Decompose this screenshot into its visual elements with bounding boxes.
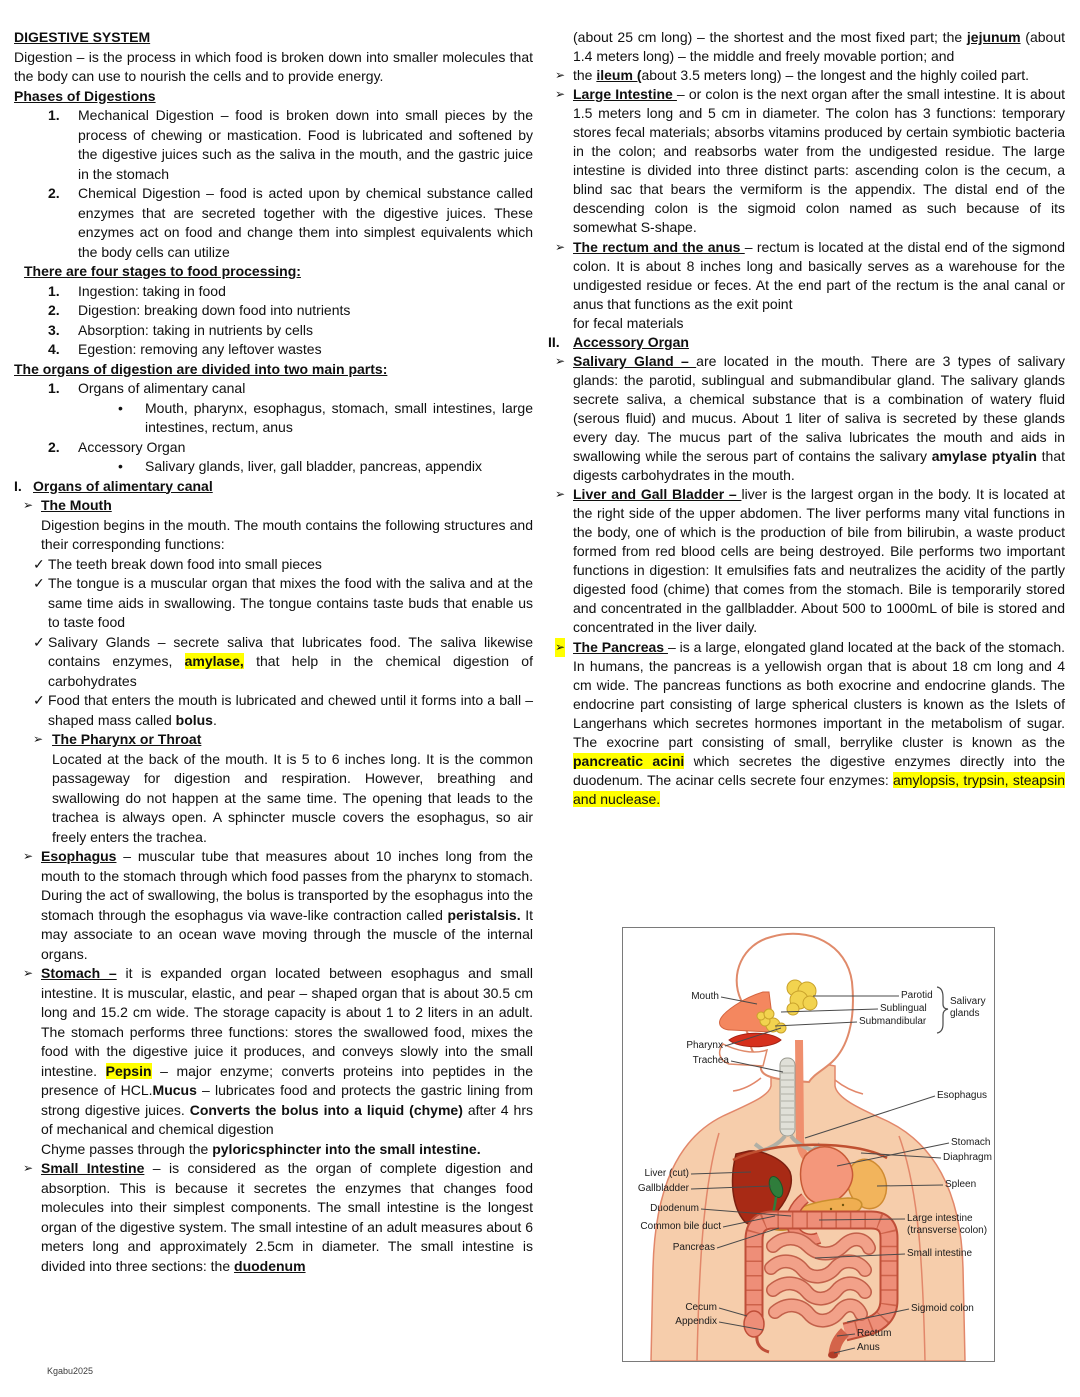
text-run: Food that enters the mouth is lubricated and chewed until it forms into a ball – shaped mass called <box>48 692 533 728</box>
list-item <box>14 496 533 516</box>
diagram-label-stomach: Stomach <box>951 1137 991 1148</box>
text-run: – lubricates food and protects the gastric lining from strong digestive juices. <box>41 1082 533 1118</box>
diagram-label-parotid: Parotid <box>901 990 933 1001</box>
text-run: Phases of Digestions <box>14 87 156 104</box>
text-run: jejunum <box>966 29 1021 45</box>
text-run: Located at the back of the mouth. It is 5 to 6 inches long. It is the common passageway for digestion and respiration. However, breathing and swallowing do not happen at the same time. The opening that leads to the trachea is always open. A sphincter muscle covers the esophagus, so air freely enters the trachea. <box>52 750 533 845</box>
text-run: The tongue is a muscular organ that mixes the food with the saliva and at the same time aids in swallowing. The tongue contains taste buds that enable us to taste food <box>48 575 533 630</box>
text-run: The Pancreas <box>573 638 668 655</box>
diagram-label-spleen: Spleen <box>945 1179 977 1190</box>
text-run: – is a large, elongated gland located at the back of the stomach. In humans, the pancreas is a yellowish organ that is about 18 cm long and 4 cm wide. The pancreas functions as both exocrine and endocrine glands. The endocrine part consisting of large spherical clusters is known as the Islets of Langerhans which secretes hormones important in the metabolism of sugar. The exocrine part consisting of small, berrylike cluster is known as the <box>573 638 1066 750</box>
text-run: Chyme passes through the <box>41 1140 213 1157</box>
text-run: Chemical Digestion – food is acted upon by chemical substance called enzymes that are secreted together with the digestive juices. These enzymes act on food and change them into simplest equivalents which the body cells can utilize <box>78 185 533 260</box>
list-marker: 1. <box>48 380 60 396</box>
right-column <box>546 28 1065 809</box>
arrow-bullet: ➢ <box>23 498 34 512</box>
list-item <box>546 85 1065 237</box>
text-run: Large Intestine <box>573 86 677 103</box>
text-run: ileum ( <box>596 67 642 84</box>
text-run: Egestion: removing any leftover wastes <box>78 341 322 357</box>
text-run: Organs of alimentary canal <box>78 380 246 396</box>
section-heading <box>14 262 533 282</box>
diagram-label-submandibular: Submandibular <box>859 1016 927 1027</box>
tongue-shape <box>729 1033 781 1047</box>
text-run: pancreatic acini <box>573 752 685 769</box>
text-run: Pepsin <box>105 1062 152 1079</box>
diagram-label-appendix: Appendix <box>675 1316 717 1327</box>
list-marker: 1. <box>48 107 60 123</box>
text-run: Small Intestine <box>41 1160 145 1176</box>
text-run: that help in the chemical digestion of carbohydrates <box>48 653 533 689</box>
diagram-label-sublingual: Sublingual <box>880 1003 927 1014</box>
list-marker: II. <box>548 333 560 350</box>
text-block <box>14 516 533 555</box>
list-item <box>14 730 533 750</box>
list-item <box>546 238 1065 314</box>
digestive-system-figure <box>622 927 995 1362</box>
diagram-label-liver: Liver (cut) <box>644 1168 689 1179</box>
text-run: Esophagus <box>41 848 117 864</box>
text-run: pyloricsphincter into the small intestine. <box>212 1140 481 1157</box>
text-run: that digests carbohydrates in the mouth. <box>573 448 1065 484</box>
diagram-label-cecum: Cecum <box>685 1302 717 1313</box>
list-item <box>14 574 533 633</box>
text-run: . <box>212 711 217 728</box>
cecum-shape <box>744 1311 764 1337</box>
diagram-label-rectum: Rectum <box>857 1328 892 1339</box>
text-run: Digestion: breaking down food into nutrients <box>78 302 351 318</box>
arrow-bullet: ➢ <box>555 353 566 368</box>
diagram-label-duodenum: Duodenum <box>650 1203 699 1214</box>
list-item <box>546 638 1065 809</box>
diagram-label-trachea: Trachea <box>692 1055 729 1066</box>
arrow-bullet: ➢ <box>555 487 566 502</box>
left-column <box>14 28 533 1276</box>
list-item <box>546 352 1065 485</box>
brace-glyph <box>937 987 948 1033</box>
text-run: Ingestion: taking in food <box>78 282 226 299</box>
arrow-bullet: ➢ <box>23 1161 34 1175</box>
text-run: It may associate to an ocean wave moving through the muscle of the internal organs. <box>41 906 533 962</box>
diagram-label-small-intestine: Small intestine <box>907 1248 973 1259</box>
text-run: for fecal materials <box>573 314 684 331</box>
arrow-bullet: ➢ <box>555 239 566 254</box>
text-run: The Pharynx or Throat <box>52 731 202 747</box>
text-run: after 4 hrs of mechanical and chemical digestion <box>41 1101 533 1137</box>
text-run: Salivary glands, liver, gall bladder, pancreas, appendix <box>145 458 482 474</box>
diagram-label-pharynx: Pharynx <box>686 1040 723 1051</box>
footer-author: Kgabu2025 <box>47 1366 94 1376</box>
list-item <box>14 321 533 341</box>
text-run: peristalsis. <box>447 906 521 923</box>
text-run: are located in the mouth. There are 3 types of salivary glands: the parotid, sublingual and submandibular gland. The salivary glands secrete saliva, a chemical substance that is a combination of watery fluid (serous fluid) and mucus. About 1 liter of saliva is secreted by these glands every day. The mucus part of the saliva lubricates the mouth and aids in swallowing while the serous part of contains the salivary <box>573 352 1065 465</box>
list-marker: 1. <box>48 282 60 299</box>
text-run: The rectum and the anus <box>573 238 745 255</box>
text-block <box>14 48 533 87</box>
list-item <box>14 633 533 692</box>
text-run: amylase, <box>184 653 244 669</box>
text-run: liver is the largest organ in the body. It is located at the right side of the upper abdomen. The liver performs many vital functions in the body, one of which is the production of bile from bilirubin, a waste product formed from red blood cells are being destroyed. Bile performs two important functions in digestion: It emulsifies fats and neutralizes the acidity of the partly digested food (chime) that comes from the stomach. Bile is temporarily stored and concentrated in the gallbladder. About 500 to 1000mL of bile is stored and concentrated in the liver daily. <box>573 486 1065 636</box>
text-run: Digestion – is the process in which food is broken down into smaller molecules that the body can use to nourish the cells and to provide energy. <box>14 48 533 84</box>
text-run: – muscular tube that measures about 10 inches long from the mouth to the stomach through which food passes from the pharynx to stomach. During the act of swallowing, the bolus is transported by the esophagus into the stomach through the esophagus via wave-like contraction called <box>41 848 533 923</box>
diagram-label-esophagus: Esophagus <box>937 1090 988 1101</box>
text-run: it is expanded organ located between esophagus and small intestine. It is muscular, elastic, and pear – shaped organ that is about 30.5 cm long and 15.2 cm wide. The storage capacity is about 1 to 2 liters in an adult. The stomach performs three functions: stores the swallowed food, mixes the food with the digestive juice it produces, and conveys slowly into the small intestine. <box>41 965 533 1079</box>
arrow-bullet: ➢ <box>33 732 44 746</box>
text-run: Absorption: taking in nutrients by cells <box>78 321 314 338</box>
text-run: Liver and Gall Bladder – <box>573 486 742 503</box>
text-run: Mouth, pharynx, esophagus, stomach, small intestines, large intestines, rectum, anus <box>145 399 533 435</box>
section-heading <box>14 360 533 380</box>
list-item <box>14 555 533 575</box>
diagram-label-common-bile-duct: Common bile duct <box>640 1221 721 1232</box>
text-run: Mucus <box>152 1082 197 1098</box>
list-item <box>14 184 533 262</box>
text-run: amylase ptyalin <box>931 448 1037 465</box>
list-item <box>14 847 533 964</box>
list-item <box>14 457 533 477</box>
list-item <box>14 340 533 360</box>
list-item <box>546 333 1065 352</box>
diagram-label-sigmoid-colon: Sigmoid colon <box>911 1303 974 1314</box>
text-run: Stomach – <box>41 965 117 981</box>
list-item <box>14 282 533 302</box>
list-item <box>546 485 1065 637</box>
arrow-bullet: ➢ <box>555 68 566 83</box>
check-bullet: ✓ <box>33 633 45 650</box>
diagram-label-salivary-glands: Salivary glands <box>950 996 986 1019</box>
arrow-bullet: ➢ <box>23 849 34 863</box>
list-item <box>14 1159 533 1276</box>
text-run: DIGESTIVE SYSTEM <box>14 29 151 45</box>
diagram-label-gallbladder: Gallbladder <box>637 1183 689 1194</box>
trachea-shape <box>780 1058 795 1136</box>
doc-title <box>14 28 533 48</box>
dot-bullet: • <box>118 399 123 416</box>
arrow-bullet: ➢ <box>23 966 34 980</box>
text-run: Salivary Glands – secrete saliva that lubricates food. The saliva likewise contains enzymes, <box>48 633 533 669</box>
text-run: – or colon is the next organ after the small intestine. It is about 1.5 meters long and 5 cm in diameter. The colon has 3 functions: temporary stores fecal materials; absorbs vitamins produced by certain symbiotic bacteria in the colon; and reabsorbs water from the undigested residue. The large intestine is divided into three distinct parts: ascending colon is the cecum, a blind sac that bears the vermiform is the appendix. The distal end of the descending colon is the sigmoid colon named as such because of its somewhat S-shape. <box>573 86 1066 236</box>
list-item <box>14 477 533 497</box>
diagram-label-large-intestine: Large intestine (transverse colon) <box>907 1213 988 1236</box>
text-run: about 3.5 meters long) – the longest and the highly coiled part. <box>641 67 1030 84</box>
text-run: which secretes the digestive enzymes directly into the duodenum. The acinar cells secrete four enzymes: <box>573 752 1066 788</box>
list-item <box>14 438 533 458</box>
diagram-label-pancreas: Pancreas <box>672 1242 715 1253</box>
check-bullet: ✓ <box>33 555 45 572</box>
text-block <box>546 28 1065 66</box>
text-run: – is considered as the organ of complete digestion and absorption. This is because it secretes the enzymes that changes food molecules into their simplest components. The small intestine is the longest organ of the digestive system. The small intestine of an adult measures about 6 meters long and approximately 2.5cm in diameter. The small intestine is divided into three sections: the <box>41 1160 534 1274</box>
text-run: The teeth break down food into small pieces <box>48 555 322 572</box>
dot-bullet: • <box>118 458 123 474</box>
text-run: Salivary Gland – <box>573 352 697 369</box>
check-bullet: ✓ <box>33 575 45 591</box>
text-run: Converts the bolus into a liquid (chyme) <box>189 1101 463 1118</box>
diagram-label-anus: Anus <box>857 1342 880 1353</box>
text-block <box>546 314 1065 333</box>
text-run: Accessory Organ <box>573 333 689 350</box>
text-block <box>14 750 533 848</box>
diagram-label-mouth: Mouth <box>691 991 719 1002</box>
text-run: the <box>573 67 597 84</box>
list-item <box>14 379 533 399</box>
text-run: Mechanical Digestion – food is broken down into small pieces by the process of chewing or mastication. Food is lubricated and softened by the digestive juices such as the saliva in the mouth, and the gastric juice in the stomach <box>78 107 533 182</box>
text-run: bolus <box>175 711 213 728</box>
arrow-bullet: ➢ <box>555 87 566 102</box>
text-run: There are four stages to food processing: <box>24 263 301 279</box>
text-run: duodenum <box>234 1257 306 1274</box>
text-run: Organs of alimentary canal <box>33 477 213 494</box>
list-item <box>14 399 533 438</box>
section-heading <box>14 87 533 107</box>
text-run: (about 25 cm long) – the shortest and the most fixed part; the <box>573 29 967 45</box>
list-marker: 2. <box>48 438 60 455</box>
list-marker: I. <box>14 477 22 494</box>
list-item <box>14 301 533 321</box>
list-marker: 2. <box>48 185 60 201</box>
list-marker: 4. <box>48 341 60 357</box>
text-run: – major enzyme; converts proteins into peptides in the presence of HCL. <box>41 1062 533 1098</box>
text-block <box>14 1140 533 1160</box>
text-run: The Mouth <box>41 497 112 513</box>
arrow-bullet: ➢ <box>555 638 565 657</box>
list-marker: 3. <box>48 321 60 338</box>
text-run: (about 1.4 meters long) – the middle and freely movable portion; and <box>573 29 1065 65</box>
diagram-label-diaphragm: Diaphragm <box>943 1152 992 1163</box>
list-item <box>14 106 533 184</box>
list-item <box>14 964 533 1140</box>
list-marker: 2. <box>48 302 60 318</box>
list-item <box>14 691 533 730</box>
text-run: Digestion begins in the mouth. The mouth contains the following structures and their corresponding functions: <box>41 516 533 552</box>
check-bullet: ✓ <box>33 692 45 708</box>
text-run: The organs of digestion are divided into two main parts: <box>14 360 388 377</box>
list-item <box>546 66 1065 85</box>
text-run: Accessory Organ <box>78 438 186 455</box>
text-run: amylopsis, trypsin, steapsin and nuclease. <box>573 771 1065 807</box>
text-run: – rectum is located at the distal end of the sigmond colon. It is about 8 inches long and basically serves as a warehouse for the undigested residue or feces. At the end part of the rectum is the anal canal or anus that functions as the exit point <box>573 238 1065 312</box>
